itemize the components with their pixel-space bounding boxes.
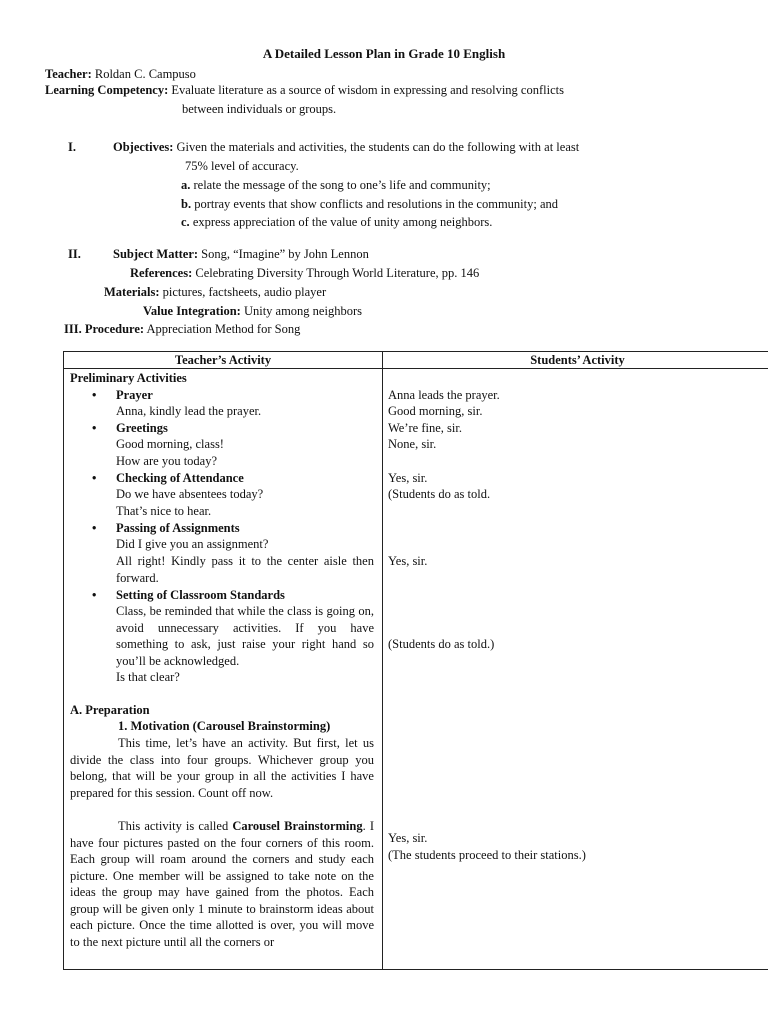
greetings-text-1: Good morning, class! xyxy=(116,437,224,451)
assignments-text-1: Did I give you an assignment? xyxy=(116,537,269,551)
objectives-number: I. xyxy=(68,140,76,154)
objective-letter: b. xyxy=(181,197,192,211)
objectives-label: Objectives: xyxy=(113,140,174,154)
table-row xyxy=(64,369,768,970)
subject-number: II. xyxy=(68,247,81,261)
references-value: Celebrating Diversity Through World Literature, pp. 146 xyxy=(195,266,480,280)
objectives-intro-1: Given the materials and activities, the students can do the following with at least xyxy=(176,140,580,154)
student-response-told-2: (Students do as told.) xyxy=(388,637,495,651)
procedure-label: III. Procedure: xyxy=(64,322,145,336)
student-response-told-1: (Students do as told. xyxy=(388,487,491,501)
activity-text-c: . I have four pictures pasted on the four corners of this room. Each group will roam around the corners and study each picture. One member will be assigned to take note on the ideas the group may have gained from the photos. Each group will be given only 1 minute to brainstorm ideas about each picture. Once the time allotted is over, you will move to the next picture until all the corners or xyxy=(70,819,375,949)
procedure-line xyxy=(64,321,300,337)
student-response-yes-2: Yes, sir. xyxy=(388,554,428,568)
preparation-heading: A. Preparation xyxy=(70,703,150,717)
attendance-text-2: That’s nice to hear. xyxy=(116,504,212,518)
student-response-proceed: (The students proceed to their stations.) xyxy=(388,848,586,862)
value-integration-line xyxy=(143,303,362,319)
greetings-heading: • Greetings xyxy=(116,420,168,436)
materials-label: Materials: xyxy=(104,285,160,299)
objective-item-b xyxy=(181,196,558,212)
prayer-text: Anna, kindly lead the prayer. xyxy=(116,404,262,418)
teacher-activity-header: Teacher’s Activity xyxy=(64,352,383,369)
subject-matter-line xyxy=(113,246,369,262)
standards-heading: • Setting of Classroom Standards xyxy=(116,587,285,603)
standards-text-2: Is that clear? xyxy=(116,670,180,684)
objective-text: relate the message of the song to one’s life and community; xyxy=(193,178,491,192)
objective-item-c xyxy=(181,214,492,230)
value-integration-label: Value Integration: xyxy=(143,304,241,318)
student-response-fine: We’re fine, sir. xyxy=(388,421,462,435)
activity-description xyxy=(70,818,374,950)
teacher-name: Roldan C. Campuso xyxy=(94,67,196,81)
student-activity-header: Students’ Activity xyxy=(383,352,768,369)
objective-text: portray events that show conflicts and resolutions in the community; and xyxy=(194,197,559,211)
teacher-label: Teacher: xyxy=(45,67,92,81)
materials-value: pictures, factsheets, audio player xyxy=(162,285,327,299)
competency-text-1: Evaluate literature as a source of wisdom in expressing and resolving conflicts xyxy=(171,83,564,97)
motivation-text: This time, let’s have an activity. But first, let us divide the class into four groups. Whichever group you belong, that will be your group in all the activities I have prepared for this session. Count off now. xyxy=(70,736,374,800)
competency-text-2: between individuals or groups. xyxy=(182,102,337,116)
standards-text-1: Class, be reminded that while the class is going on, avoid unnecessary activities. If you have something to ask, just raise your right hand so you’ll be acknowledged. xyxy=(116,604,374,668)
objectives-line xyxy=(113,139,579,155)
preliminary-heading: Preliminary Activities xyxy=(70,371,187,385)
activity-table xyxy=(63,351,768,970)
student-activity-cell xyxy=(383,369,768,970)
document-title: A Detailed Lesson Plan in Grade 10 English xyxy=(262,46,506,61)
references-label: References: xyxy=(130,266,193,280)
value-integration-value: Unity among neighbors xyxy=(243,304,362,318)
student-response-yes-1: Yes, sir. xyxy=(388,471,428,485)
objective-item-a xyxy=(181,177,491,193)
teacher-line xyxy=(45,66,196,82)
assignments-text-2: All right! Kindly pass it to the center aisle then forward. xyxy=(116,554,374,585)
subject-matter-label: Subject Matter: xyxy=(113,247,199,261)
competency-line xyxy=(45,82,564,98)
subject-matter-value: Song, “Imagine” by John Lennon xyxy=(201,247,369,261)
materials-line xyxy=(104,284,326,300)
assignments-heading: • Passing of Assignments xyxy=(116,520,240,536)
attendance-text-1: Do we have absentees today? xyxy=(116,487,264,501)
prayer-heading: • Prayer xyxy=(116,387,153,403)
objective-letter: c. xyxy=(181,215,190,229)
competency-label: Learning Competency: xyxy=(45,83,169,97)
motivation-heading: 1. Motivation (Carousel Brainstorming) xyxy=(118,719,331,733)
objective-text: express appreciation of the value of unity among neighbors. xyxy=(192,215,493,229)
table-header-row xyxy=(64,352,768,369)
student-response-none: None, sir. xyxy=(388,437,437,451)
activity-text-a: This activity is called xyxy=(118,819,229,833)
attendance-heading: • Checking of Attendance xyxy=(116,470,244,486)
student-response-greeting: Good morning, sir. xyxy=(388,404,483,418)
objectives-intro-2: 75% level of accuracy. xyxy=(185,159,299,173)
greetings-text-2: How are you today? xyxy=(116,454,218,468)
activity-name: Carousel Brainstorming xyxy=(232,819,363,833)
procedure-value: Appreciation Method for Song xyxy=(146,322,301,336)
student-response-yes-3: Yes, sir. xyxy=(388,831,428,845)
teacher-activity-cell xyxy=(64,369,383,970)
references-line xyxy=(130,265,479,281)
student-response-prayer: Anna leads the prayer. xyxy=(388,388,500,402)
objective-letter: a. xyxy=(181,178,191,192)
